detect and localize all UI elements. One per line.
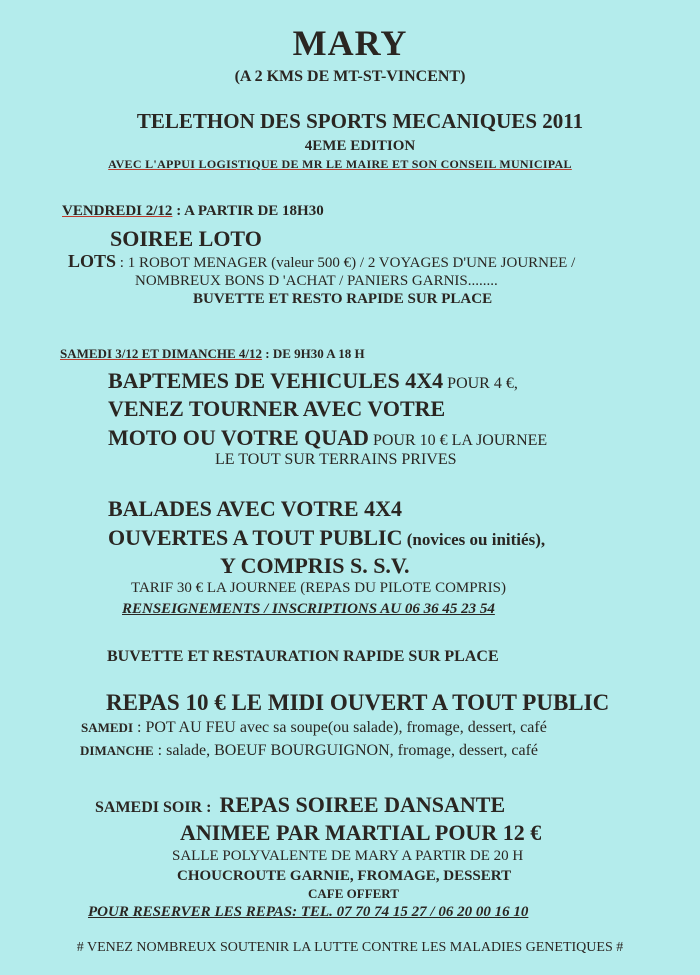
- samedi-menu-line: [81, 719, 547, 737]
- cafe-offert: CAFE OFFERT: [308, 886, 399, 901]
- weekend-time: : DE 9H30 A 18 H: [262, 346, 365, 361]
- samedi-label: SAMEDI: [81, 720, 134, 735]
- renseignements-text[interactable]: RENSEIGNEMENTS / INSCRIPTIONS AU 06 36 45 23 54: [122, 601, 495, 617]
- weekend-buvette: BUVETTE ET RESTAURATION RAPIDE SUR PLACE: [107, 648, 499, 665]
- support-note: [0, 157, 690, 172]
- soiree-dansante: REPAS SOIREE DANSANTE: [219, 792, 506, 817]
- dimanche-menu-line: [80, 742, 538, 760]
- samedi-soir-line: [95, 792, 505, 818]
- moto-quad-line: [108, 425, 547, 451]
- lots-line-2: NOMBREUX BONS D 'ACHAT / PANIERS GARNIS........: [135, 273, 498, 289]
- balades-title: BALADES AVEC VOTRE 4X4: [108, 496, 402, 521]
- edition-label: 4EME EDITION: [304, 138, 416, 154]
- samedi-menu: : POT AU FEU avec sa soupe(ou salade), fromage, dessert, café: [133, 719, 547, 736]
- tarif-line: TARIF 30 € LA JOURNEE (REPAS DU PILOTE COMPRIS): [131, 580, 506, 596]
- moto-quad-text: MOTO OU VOTRE QUAD: [108, 425, 369, 450]
- ssv-line: Y COMPRIS S. S.V.: [220, 553, 410, 578]
- venez-tourner: VENEZ TOURNER AVEC VOTRE: [108, 396, 446, 421]
- support-text: AVEC L'APPUI LOGISTIQUE DE MR LE MAIRE ET SON CONSEIL MUNICIPAL: [108, 157, 572, 171]
- renseignements-line[interactable]: [122, 601, 495, 618]
- baptemes-price: POUR 4 €,: [443, 375, 518, 392]
- reserver-line[interactable]: [88, 904, 528, 921]
- loto-title: SOIREE LOTO: [110, 226, 262, 251]
- moto-quad-price: POUR 10 € LA JOURNEE: [368, 432, 548, 449]
- reserver-text[interactable]: POUR RESERVER LES REPAS: TEL. 07 70 74 15 27 / 06 20 00 16 10: [88, 904, 529, 920]
- weekend-date: SAMEDI 3/12 ET DIMANCHE 4/12: [60, 346, 263, 361]
- friday-date-line: [62, 203, 324, 220]
- balades-public: OUVERTES A TOUT PUBLIC: [108, 525, 403, 550]
- terrains-prives: LE TOUT SUR TERRAINS PRIVES: [215, 451, 457, 468]
- choucroute-line: CHOUCROUTE GARNIE, FROMAGE, DESSERT: [177, 868, 512, 884]
- salle-line: SALLE POLYVALENTE DE MARY A PARTIR DE 20 H: [172, 848, 524, 864]
- event-title: TELETHON DES SPORTS MECANIQUES 2011: [136, 109, 584, 133]
- dimanche-label: DIMANCHE: [80, 743, 154, 758]
- dimanche-menu: : salade, BOEUF BOURGUIGNON, fromage, dessert, café: [153, 742, 539, 759]
- baptemes-line: [108, 368, 518, 394]
- lots-label: LOTS: [68, 251, 117, 271]
- friday-buvette: BUVETTE ET RESTO RAPIDE SUR PLACE: [193, 291, 493, 307]
- lots-line-1: [68, 251, 575, 272]
- samedi-soir-sep: :: [202, 799, 220, 816]
- page-title: MARY: [292, 23, 408, 63]
- balades-novices: (novices ou initiés),: [402, 530, 546, 549]
- balades-public-line: [108, 525, 545, 551]
- footer-note: # VENEZ NOMBREUX SOUTENIR LA LUTTE CONTRE LES MALADIES GENETIQUES #: [76, 940, 624, 955]
- repas-headline: REPAS 10 € LE MIDI OUVERT A TOUT PUBLIC: [106, 690, 610, 715]
- friday-time: : A PARTIR DE 18H30: [172, 203, 324, 219]
- lots-text-1: : 1 ROBOT MENAGER (valeur 500 €) / 2 VOYAGES D'UNE JOURNEE /: [116, 255, 576, 271]
- friday-date: VENDREDI 2/12: [62, 203, 173, 219]
- location-subtitle: (A 2 KMS DE MT-ST-VINCENT): [234, 68, 466, 85]
- samedi-soir-label: SAMEDI SOIR: [95, 799, 203, 816]
- weekend-date-line: [60, 346, 365, 362]
- animee-par: ANIMEE PAR MARTIAL POUR 12 €: [180, 820, 542, 845]
- baptemes-text: BAPTEMES DE VEHICULES 4X4: [108, 368, 444, 393]
